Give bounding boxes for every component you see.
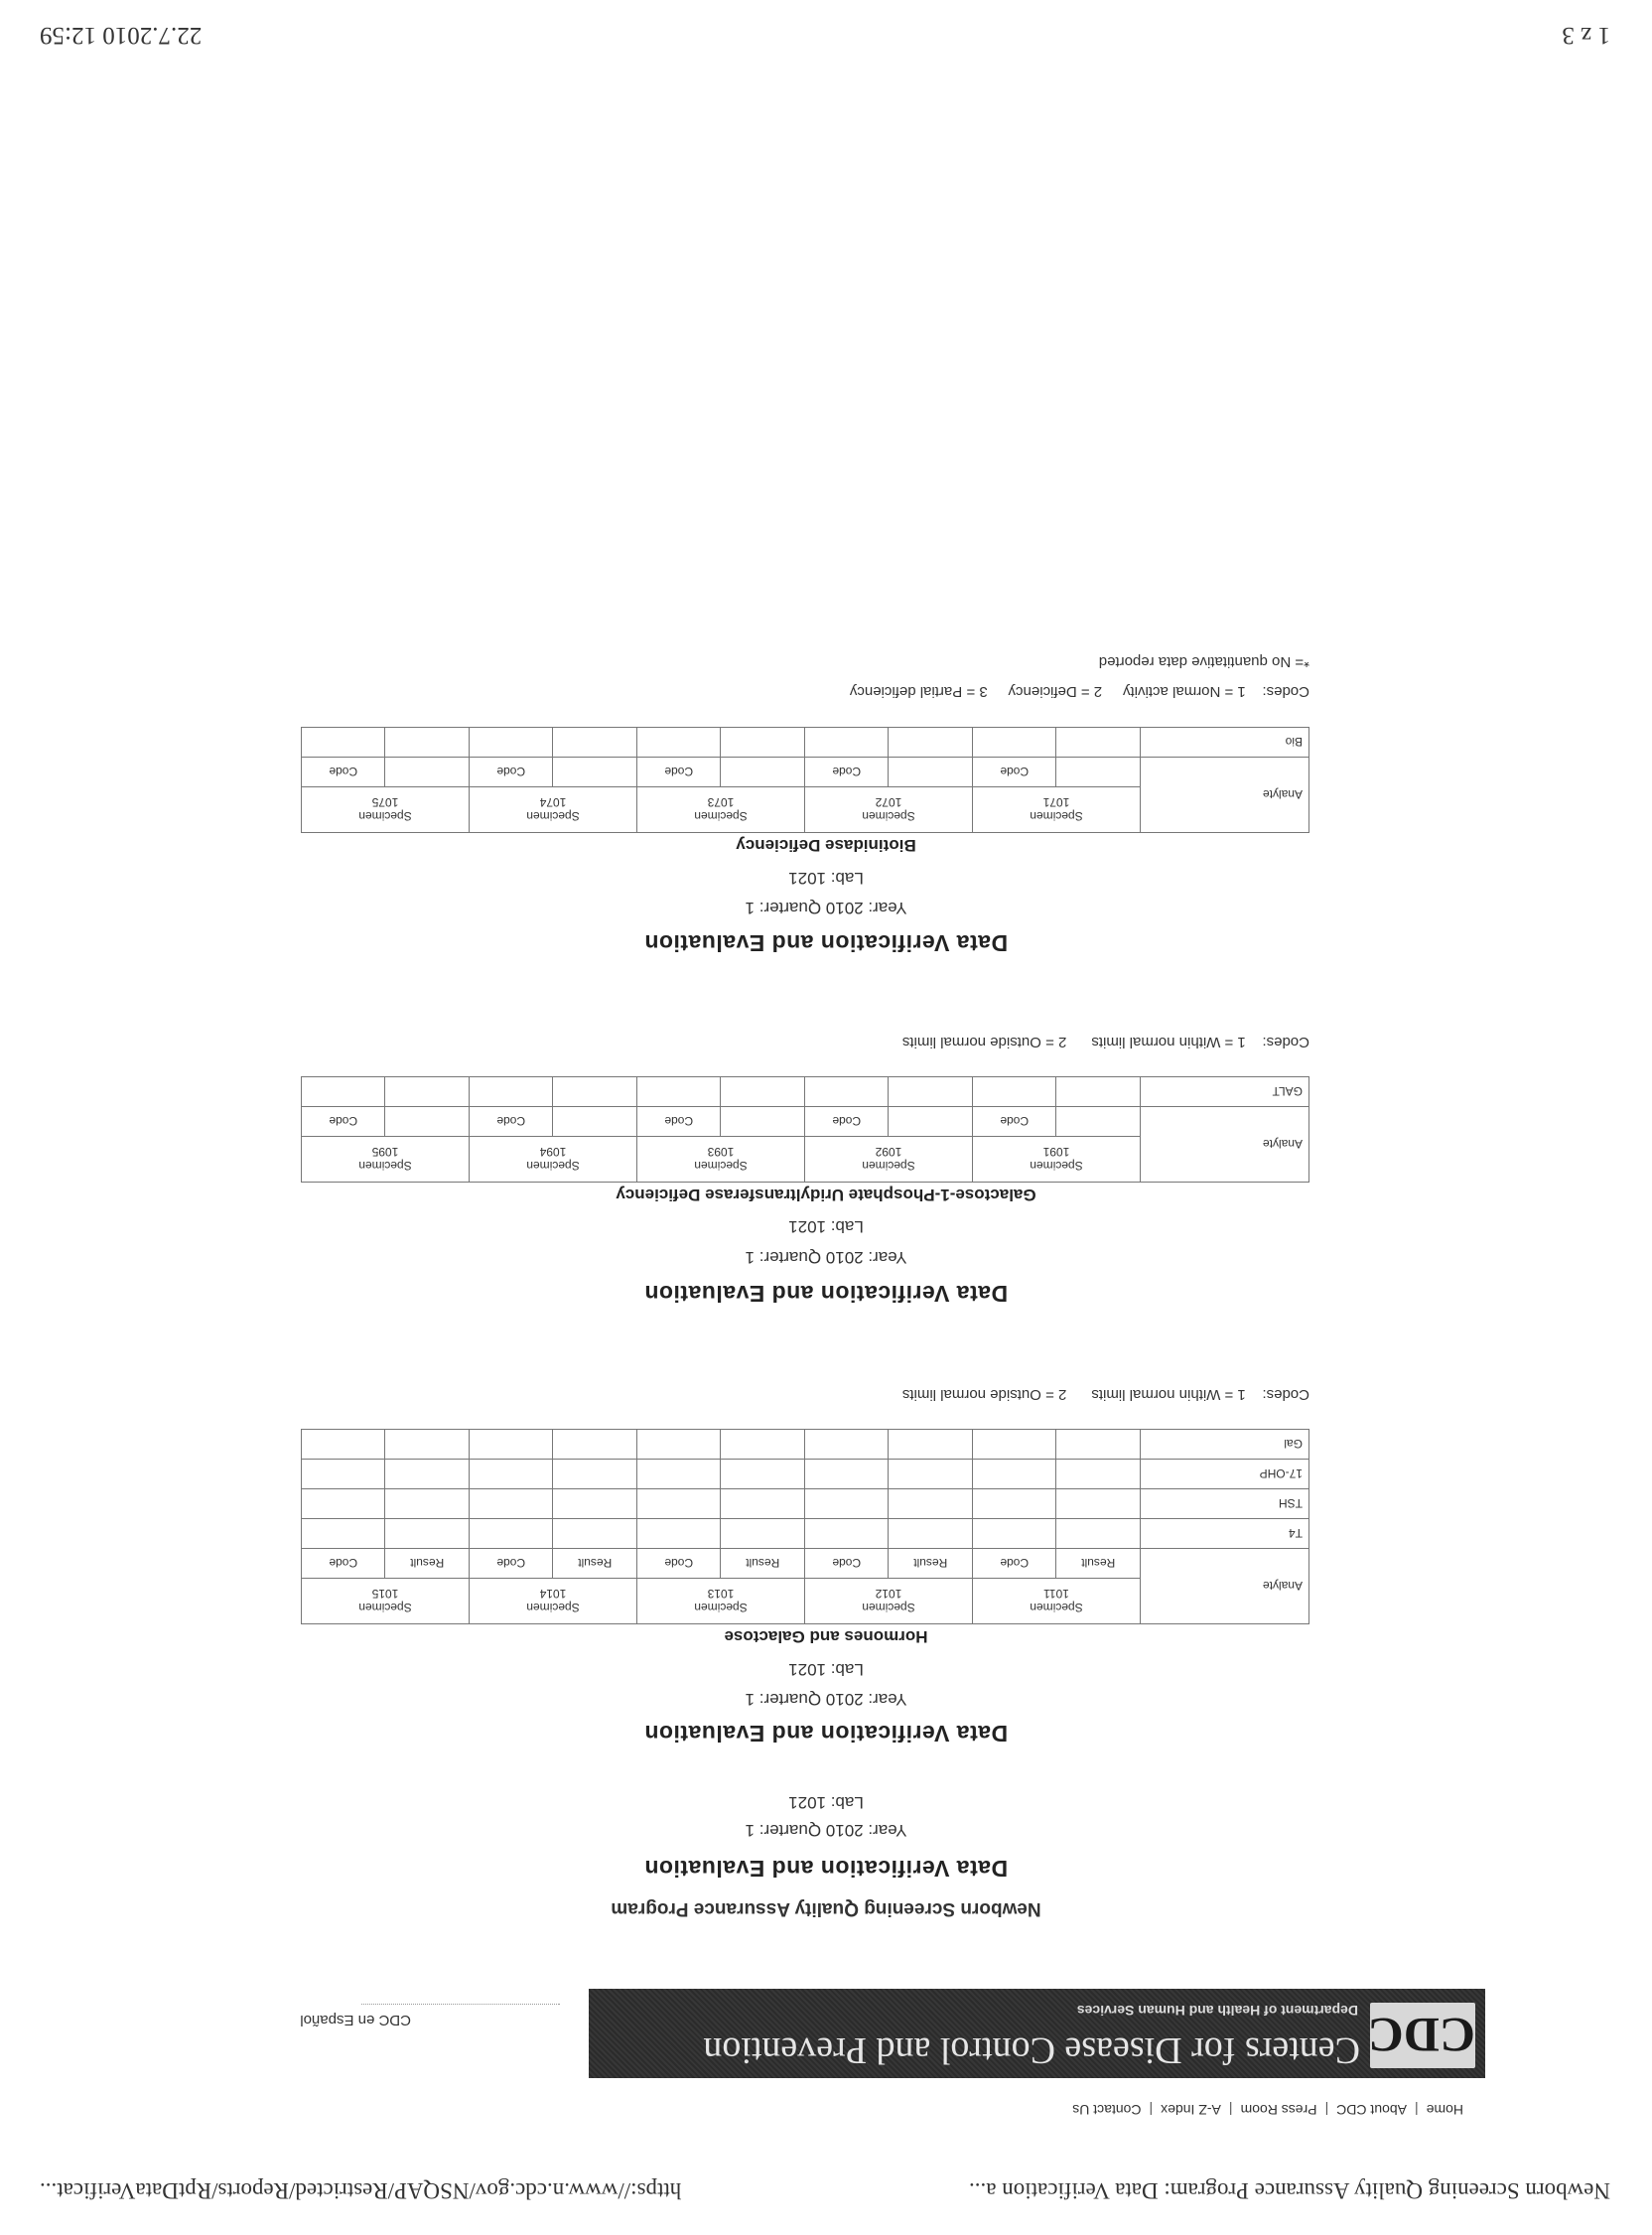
- table-row: [302, 1430, 1309, 1460]
- code-cell: [470, 728, 554, 758]
- footnote: *= No quantitative data reported: [1098, 653, 1309, 670]
- result-cell: [385, 1489, 470, 1519]
- banner-title: Centers for Disease Control and Prevention: [703, 2029, 1360, 2071]
- code-cell: [805, 1519, 890, 1549]
- specimen-number: 1075: [371, 795, 399, 810]
- code-cell: [805, 1489, 890, 1519]
- hormones-galactose-table: [301, 1429, 1309, 1624]
- codes-legend: Codes: 1 = Normal activity 2 = Deficiency 3 = Partial deficiency: [849, 683, 1309, 700]
- specimen-header: [637, 787, 805, 833]
- specimen-number: 1094: [539, 1145, 567, 1160]
- cdc-logo[interactable]: CDC: [1370, 2003, 1475, 2068]
- blank-subheader: [889, 1107, 973, 1137]
- code-subheader: Code: [302, 1549, 386, 1579]
- result-cell: [1056, 728, 1141, 758]
- result-cell: [553, 728, 637, 758]
- code-cell: [973, 1430, 1057, 1460]
- specimen-header: [302, 1137, 470, 1183]
- code-subheader: Code: [470, 1107, 554, 1137]
- result-cell: [553, 1430, 637, 1460]
- specimen-label: Specimen: [1030, 809, 1083, 824]
- code-cell: [637, 1430, 722, 1460]
- table-row: [302, 728, 1309, 758]
- specimen-number: 1092: [875, 1145, 902, 1160]
- nav-az-index-link[interactable]: A-Z Index: [1161, 2102, 1221, 2118]
- result-cell: [553, 1519, 637, 1549]
- code-cell: [973, 1519, 1057, 1549]
- result-cell: [721, 1077, 805, 1107]
- specimen-header: [973, 787, 1141, 833]
- specimen-number: 1013: [707, 1587, 735, 1602]
- analyte-header: Analyte: [1141, 1549, 1309, 1624]
- specimen-header: [637, 1579, 805, 1624]
- specimen-label: Specimen: [358, 1601, 412, 1615]
- code-cell: [637, 1077, 722, 1107]
- specimen-label: Specimen: [1030, 1159, 1083, 1174]
- analyte-name: T4: [1141, 1519, 1309, 1549]
- result-cell: [1056, 1489, 1141, 1519]
- specimen-number: 1014: [539, 1587, 567, 1602]
- result-cell: [1056, 1519, 1141, 1549]
- code-cell: [470, 1489, 554, 1519]
- blank-subheader: [721, 758, 805, 787]
- section-lab: Lab: 1021: [788, 869, 864, 888]
- specimen-header: [805, 1137, 973, 1183]
- result-cell: [1056, 1430, 1141, 1460]
- print-footer: [40, 15, 1610, 49]
- table-row: [302, 1077, 1309, 1107]
- code-subheader: Code: [973, 1549, 1057, 1579]
- result-cell: [553, 1077, 637, 1107]
- nav-press-room-link[interactable]: Press Room: [1240, 2102, 1317, 2118]
- code-cell: [805, 1460, 890, 1489]
- specimen-number: 1011: [1043, 1587, 1069, 1602]
- code-cell: [805, 728, 890, 758]
- analyte-name: 17-OHP: [1141, 1460, 1309, 1489]
- specimen-number: 1095: [371, 1145, 399, 1160]
- specimen-label: Specimen: [1030, 1601, 1083, 1615]
- specimen-number: 1073: [707, 795, 735, 810]
- code-subheader: Code: [973, 758, 1057, 787]
- code-cell: [302, 1077, 386, 1107]
- specimen-label: Specimen: [694, 809, 748, 824]
- code-cell: [302, 1489, 386, 1519]
- analyte-header: Analyte: [1141, 1107, 1309, 1183]
- code-subheader: Code: [805, 1549, 890, 1579]
- result-subheader: Result: [553, 1549, 637, 1579]
- table-row: [302, 1519, 1309, 1549]
- specimen-header: [302, 787, 470, 833]
- code-subheader: Code: [637, 1107, 722, 1137]
- section-lab: Lab: 1021: [788, 1217, 864, 1236]
- specimen-number: 1012: [875, 1587, 902, 1602]
- section-year-quarter: Year: 2010 Quarter: 1: [745, 1248, 907, 1267]
- nav-about-link[interactable]: About CDC: [1336, 2102, 1407, 2118]
- code-cell: [302, 728, 386, 758]
- result-subheader: Result: [385, 1549, 470, 1579]
- blank-subheader: [889, 758, 973, 787]
- nav-separator: |: [1149, 2102, 1154, 2118]
- code-cell: [302, 1460, 386, 1489]
- result-cell: [889, 1519, 973, 1549]
- blank-subheader: [721, 1107, 805, 1137]
- codes-legend: Codes: 1 = Within normal limits 2 = Outside normal limits: [901, 1034, 1309, 1050]
- code-cell: [973, 728, 1057, 758]
- specimen-number: 1071: [1042, 795, 1070, 810]
- code-subheader: Code: [637, 758, 722, 787]
- section-lab: Lab: 1021: [788, 1660, 864, 1679]
- result-cell: [1056, 1077, 1141, 1107]
- code-subheader: Code: [973, 1107, 1057, 1137]
- code-cell: [637, 1489, 722, 1519]
- report-year-quarter: Year: 2010 Quarter: 1: [745, 1821, 907, 1840]
- result-cell: [1056, 1460, 1141, 1489]
- result-cell: [385, 1077, 470, 1107]
- specimen-header: [973, 1579, 1141, 1624]
- result-cell: [889, 1460, 973, 1489]
- code-subheader: Code: [470, 1549, 554, 1579]
- result-cell: [721, 1489, 805, 1519]
- blank-subheader: [385, 758, 470, 787]
- code-cell: [302, 1519, 386, 1549]
- code-cell: [302, 1430, 386, 1460]
- specimen-label: Specimen: [694, 1159, 748, 1174]
- code-cell: [470, 1519, 554, 1549]
- specimen-number: 1072: [875, 795, 902, 810]
- result-cell: [889, 728, 973, 758]
- analyte-name: Gal: [1141, 1430, 1309, 1460]
- specimen-label: Specimen: [526, 1601, 580, 1615]
- result-subheader: Result: [1056, 1549, 1141, 1579]
- code-cell: [973, 1077, 1057, 1107]
- analyte-header: Analyte: [1141, 758, 1309, 833]
- result-cell: [385, 728, 470, 758]
- code-subheader: Code: [470, 758, 554, 787]
- analyte-name: TSH: [1141, 1489, 1309, 1519]
- result-cell: [385, 1460, 470, 1489]
- code-cell: [637, 1460, 722, 1489]
- code-subheader: Code: [805, 758, 890, 787]
- result-cell: [553, 1460, 637, 1489]
- result-cell: [385, 1519, 470, 1549]
- result-cell: [889, 1430, 973, 1460]
- result-cell: [553, 1489, 637, 1519]
- specimen-label: Specimen: [358, 1159, 412, 1174]
- specimen-header: [973, 1137, 1141, 1183]
- code-cell: [637, 728, 722, 758]
- nav-separator: |: [1415, 2102, 1419, 2118]
- report-lab: Lab: 1021: [788, 1793, 864, 1812]
- specimen-header: [805, 787, 973, 833]
- blank-subheader: [1056, 758, 1141, 787]
- specimen-number: 1015: [371, 1587, 399, 1602]
- code-subheader: Code: [302, 1107, 386, 1137]
- code-cell: [470, 1077, 554, 1107]
- specimen-label: Specimen: [862, 1159, 915, 1174]
- banner-subtitle: Department of Health and Human Services: [1076, 2003, 1358, 2019]
- specimen-label: Specimen: [862, 1601, 915, 1615]
- blank-subheader: [1056, 1107, 1141, 1137]
- code-cell: [470, 1460, 554, 1489]
- code-subheader: Code: [637, 1549, 722, 1579]
- result-cell: [889, 1077, 973, 1107]
- table-row: [302, 1460, 1309, 1489]
- print-footer-page: 1 z 3: [1562, 22, 1610, 49]
- code-cell: [805, 1430, 890, 1460]
- specimen-label: Specimen: [358, 809, 412, 824]
- nav-contact-link[interactable]: Contact Us: [1072, 2102, 1142, 2118]
- program-title: Newborn Screening Quality Assurance Program: [611, 1898, 1041, 1919]
- code-subheader: Code: [805, 1107, 890, 1137]
- code-cell: [805, 1077, 890, 1107]
- report-heading: Data Verification and Evaluation: [643, 1856, 1009, 1882]
- section-year-quarter: Year: 2010 Quarter: 1: [745, 1690, 907, 1709]
- nav-separator: |: [1324, 2102, 1329, 2118]
- specimen-header: [637, 1137, 805, 1183]
- result-cell: [385, 1430, 470, 1460]
- divider: [361, 2004, 560, 2005]
- section-heading: Data Verification and Evaluation: [643, 1281, 1009, 1307]
- codes-legend: Codes: 1 = Within normal limits 2 = Outside normal limits: [901, 1386, 1309, 1403]
- biotinidase-table: [301, 727, 1309, 833]
- specimen-header: [805, 1579, 973, 1624]
- section-title: Hormones and Galactose: [724, 1627, 928, 1646]
- specimen-label: Specimen: [526, 1159, 580, 1174]
- cdc-banner: [589, 1989, 1485, 2078]
- specimen-label: Specimen: [694, 1601, 748, 1615]
- specimen-label: Specimen: [526, 809, 580, 824]
- print-footer-datetime: 22.7.2010 12:59: [40, 22, 203, 49]
- result-cell: [721, 1460, 805, 1489]
- code-cell: [637, 1519, 722, 1549]
- result-subheader: Result: [721, 1549, 805, 1579]
- specimen-header: [470, 787, 637, 833]
- section-heading: Data Verification and Evaluation: [643, 1721, 1009, 1746]
- result-cell: [721, 1519, 805, 1549]
- blank-subheader: [385, 1107, 470, 1137]
- specimen-header: [302, 1579, 470, 1624]
- code-subheader: Code: [302, 758, 386, 787]
- section-title: Galactose-1-Phosphate Uridyltransferase Deficiency: [616, 1186, 1036, 1204]
- print-header-title: Newborn Screening Quality Assurance Program: Data Verification a...: [969, 2178, 1610, 2203]
- specimen-header: [470, 1579, 637, 1624]
- espanol-link[interactable]: CDC en Español: [300, 2012, 411, 2028]
- section-title: Biotinidase Deficiency: [736, 836, 916, 855]
- print-header: [40, 2169, 1610, 2203]
- result-cell: [721, 1430, 805, 1460]
- analyte-name: GALT: [1141, 1077, 1309, 1107]
- result-cell: [721, 728, 805, 758]
- nav-home-link[interactable]: Home: [1426, 2102, 1463, 2118]
- code-cell: [973, 1460, 1057, 1489]
- specimen-number: 1091: [1042, 1145, 1070, 1160]
- section-year-quarter: Year: 2010 Quarter: 1: [745, 899, 907, 917]
- specimen-number: 1093: [707, 1145, 735, 1160]
- code-cell: [470, 1430, 554, 1460]
- blank-subheader: [553, 1107, 637, 1137]
- print-header-url: https://www.n.cdc.gov/NSQAP/Restricted/Reports/RptDataVerificat...: [40, 2178, 682, 2203]
- code-cell: [973, 1489, 1057, 1519]
- specimen-label: Specimen: [862, 809, 915, 824]
- blank-subheader: [553, 758, 637, 787]
- nav-separator: |: [1228, 2102, 1233, 2118]
- section-heading: Data Verification and Evaluation: [643, 930, 1009, 956]
- top-navigation: [1072, 2102, 1463, 2118]
- specimen-number: 1074: [539, 795, 567, 810]
- galt-table: [301, 1076, 1309, 1183]
- result-cell: [889, 1489, 973, 1519]
- specimen-header: [470, 1137, 637, 1183]
- result-subheader: Result: [889, 1549, 973, 1579]
- analyte-name: Bio: [1141, 728, 1309, 758]
- table-row: [302, 1489, 1309, 1519]
